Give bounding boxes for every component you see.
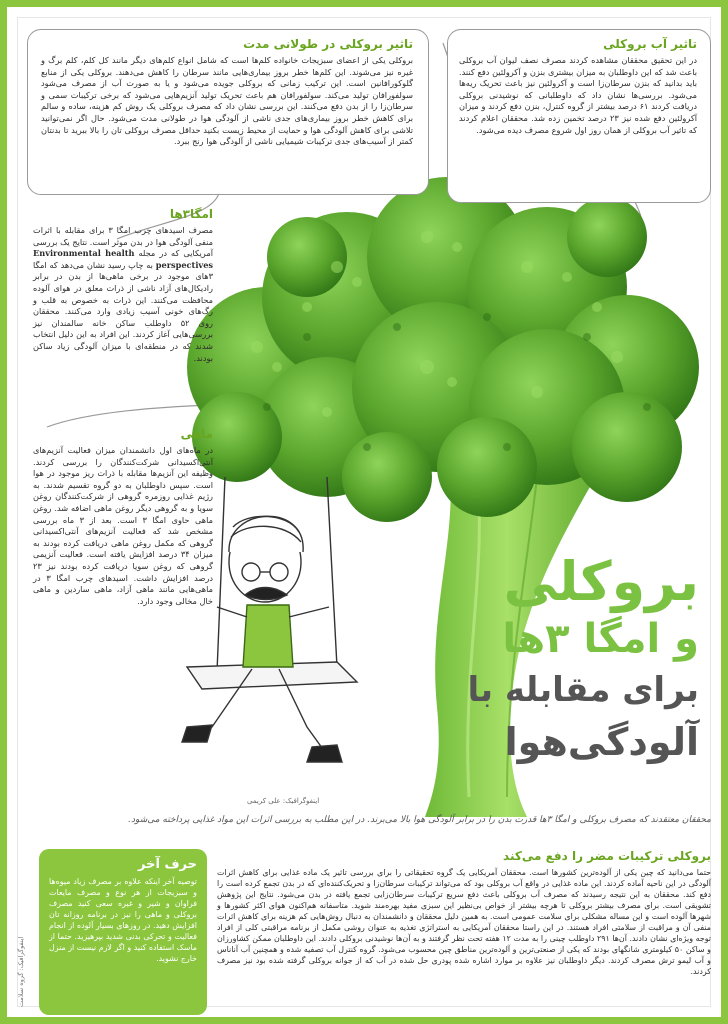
omega3-body-b: به چاپ رسید نشان می‌دهد که امگا ۳های موجود در برخی ماهی‌ها از بدن در برابر رادیکال‌های آزاد ناشی از ذرات معلق در هوای آلوده محافظت می‌کنند. این ذرات به خصوص به قلب و رگ‌های خونی آسیب زیادی وارد می‌کنند. محققان روی ۵۲ داوطلب ساکن خانه سالمندان نیز بررسی‌هایی آغاز کردند. این افراد به این دلیل انتخاب شدند که در منطقه‌ای با میزان آلودگی زیاد ساکن بودند. <box>33 259 213 363</box>
broccoli-florets <box>187 177 699 522</box>
harmful-compounds-body: حتما می‌دانید که چین یکی از آلوده‌ترین کشورها است. محققان آمریکایی یک گروه تحقیقاتی را برای بررسی تاثیر یک ماده غذایی برای کاهش اثرات آلودگی در این ناحیه آماده کردند. این ماده غذایی در واقع آب بروکلی بود که می‌تواند ترکیبات سرطان‌زا و تحریک‌کننده‌ای که در بدن تجمع کرده است را دفع کند. محققان به این نتیجه رسیدند که مصرف آب بروکلی باعث دفع سریع ترکیبات سرطان‌زایی تجمع یافته در بدن می‌شود. نتایج این پژوهش تشویقی است. برای مصرف بیشتر بروکلی تا هرچه بیشتر از خواص بی‌نظیر این سبزی مفید بهره‌مند شوید. متاسفانه هم‌اکنون هوای اکثر کشورها و شهرها آلوده است و این مساله مشکلی برای سلامت عمومی است. به همین دلیل محققان و دانشمندان به دنبال روش‌هایی کم هزینه برای کاهش اثرات منفی آن و مراقبت از سلامتی افراد هستند. در این راستا محققان آمریکایی به استراتژی تغذیه به عنوان روشی مکمل از برنامه مراقبتی کلی از افراد توجه ویژه‌ای نشان دادند. آن‌ها ۲۹۱ داوطلب چینی را به مدت ۱۲ هفته تحت نظر گرفتند و به آن‌ها نوشیدنی بروکلی دادند. این داوطلبان ممکن کشاورزان و ساکن ۵۰ کیلومتری شانگهای بودند که یکی از صنعتی‌ترین و آلوده‌ترین مناطق چین محسوب می‌شود. گروه کنترل آب تصفیه شده و همچنین آب آناناس و آب لیمو ترش مصرف کردند. دیگر داوطلبان نیز علاوه بر موارد اشاره شده پودری حل شده در آب که از جوانه بروکلی گرفته شده بود نیز مصرف کردند. <box>217 868 711 976</box>
headline-omega3: و امگا ۳ها <box>502 616 699 662</box>
final-word-box <box>39 849 207 1015</box>
headline-to-fight: برای مقابله با <box>467 670 699 710</box>
fish-section <box>33 427 213 607</box>
juice-effect-title: تاثیر آب بروکلی <box>603 37 697 51</box>
harmful-compounds-section <box>217 849 711 977</box>
omega3-section <box>33 207 213 364</box>
harmful-compounds-title: بروکلی ترکیبات مضر را دفع می‌کند <box>503 849 711 863</box>
final-word-title: حرف آخر <box>138 857 197 872</box>
headline-broccoli: بروکلی <box>503 550 699 613</box>
long-term-effect-title: تاثیر بروکلی در طولانی مدت <box>243 37 413 51</box>
juice-effect-body: در این تحقیق محققان مشاهده کردند مصرف نصف لیوان آب بروکلی باعث شد که این داوطلبان به میزان بیشتری بنزن و آکرولئین دفع کنند. باید بدانید که بنزن سرطان‌زا است و آکرولئین نیز باعث تحریک ریه‌ها می‌شود. بررسی‌ها نشان داد که داوطلبانی که نوشیدنی بروکلی دریافت کردند ۶۱ درصد بیشتر از گروه کنترل، بنزن دفع کردند و میزان آکرولئین دفع شده نیز ۲۳ درصد تخمین زده شد. محققان اعلام کردند که تاثیر آب بروکلی از همان روز اول شروع مصرف دیده می‌شود. <box>459 55 698 135</box>
fish-body: در ماه‌های اول دانشمندان میزان فعالیت آنزیم‌های آنتی‌اکسیدانی شرکت‌کنندگان را بررسی کردند. وظیفه این آنزیم‌ها مقابله با ذرات ریز موجود در هوا است. سپس داوطلبان به دو گروه تقسیم شدند. به رژیم غذایی روزمره گروهی از شرکت‌کنندگان روغن سویا و به گروهی دیگر روغن ماهی اضافه شد. روغن ماهی حاوی امگا ۳ است. بعد از ۳ ماه بررسی مشخص شد که فعالیت آنزیم‌های آنتی‌اکسیدانی گروهی که مکمل روغن ماهی دریافت کرده بودند به میزان ۳۴ درصد افزایش یافته است. فعالیت آنزیمی گروهی که روغن سویا دریافت کرده بودند نیز ۲۳ درصد افزایش داشت. اسیدهای چرب امگا ۳ در ماهی‌هایی مانند ماهی آزاد، ماهی ساردین و ماهی خال مخالی وجود دارد. <box>33 445 213 606</box>
omega3-title: امگا۳ها <box>169 207 213 221</box>
side-credit: اینفوگرافیک: گروه سلامت <box>17 936 25 1007</box>
omega3-journal-name: Environmental health perspectives <box>33 248 214 270</box>
omega3-body-a: مصرف اسیدهای چرب امگا ۳ برای مقابله با اثرات منفی آلودگی هوا در بدن موثر است. نتایج یک بررسی آمریکایی که در مجله <box>33 225 213 259</box>
final-word-body: توصیه آخر اینکه علاوه بر مصرف زیاد میوه‌ها و سبزیجات از هر نوع و مصرف مایعات فراوان و شیر و غیره سعی کنید مصرف بروکلی و ماهی را نیز در برنامه روزانه تان افزایش دهید. در روزهای بسیار آلوده از انجام فعالیت و تحرکی بدنی شدید بپرهیزید. حتما از ماسک استفاده کنید و اگر لازم نیست از منزل خارج نشوید. <box>49 877 197 963</box>
juice-effect-section <box>459 37 697 136</box>
connector-line <box>47 405 212 427</box>
fish-title: ماهی <box>180 427 213 441</box>
long-term-effect-section <box>41 37 413 148</box>
illustrator-credit: اینفوگرافیک: علی کریمی <box>247 797 320 805</box>
intro-caption: محققان معتقدند که مصرف بروکلی و امگا ۳ها قدرت بدن را در برابر آلودگی هوا بالا می‌برند. در این مطلب به بررسی اثرات این مواد غذایی پرداخته می‌شود. <box>128 815 711 825</box>
long-term-effect-body: بروکلی یکی از اعضای سبزیجات خانواده کلم‌ها است که شامل انواع کلم‌های دیگر مانند کل کلم، کلم برگ و غیره نیز می‌شوند. این کلم‌ها خطر بروز بیماری‌هایی مانند سرطان را کاهش می‌دهند. بروکلی یکی از منابع گلوکورافانین است. این ترکیب زمانی که بروکلی جویده می‌شود و یا به صورت آب از مصرف می‌شود سولفورافان تولید می‌کند. سولفورافان هم باعث تحریک تولید آنزیم‌هایی می‌شود که برخی ترکیبات سمی و سرطان‌زا را از بدن دفع می‌کنند. این بررسی نشان داد که مصرف بروکلی یک روش کم هزینه، ساده و سالم برای کاهش خطر بروز بیماری‌های جدی ناشی از آلودگی هوا در طولانی مدت می‌شود. حال اگر نمی‌توانید تلاشی برای کاهش آلودگی هوا و حمایت از محیط زیست بکنید حداقل مصرف بروکلی تان را بالا ببرید تا بدنتان کمتر از آسیب‌های جدی ترکیبات شیمیایی ناشی از آلودگی هوا رنج ببرد. <box>41 55 413 147</box>
headline-air-pollution: آلودگی‌هوا <box>504 720 699 764</box>
